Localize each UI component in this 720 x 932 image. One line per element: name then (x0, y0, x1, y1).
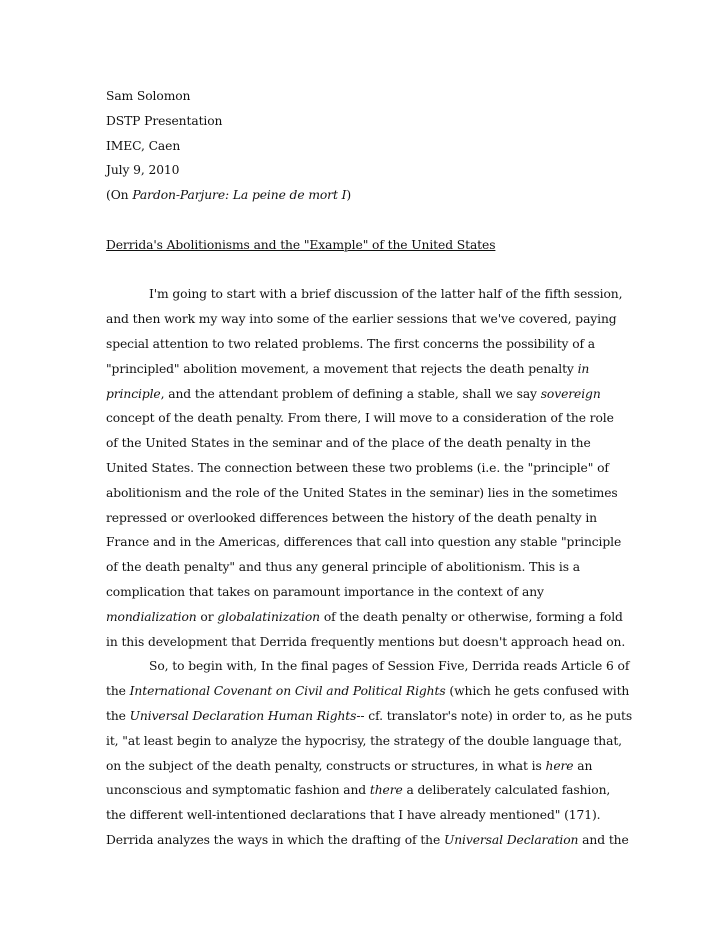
paragraph-line: special attention to two related problems. The first concerns the possibility of a (106, 336, 596, 351)
italic-text: International Covenant on Civil and Political Rights (129, 684, 446, 699)
line-text: an (573, 758, 593, 773)
line-text: of the death penalty or otherwise, forming a fold (320, 609, 623, 624)
paragraph-line: abolitionism and the role of the United States in the seminar) lies in the sometimes (106, 485, 618, 500)
paragraph-line: it, "at least begin to analyze the hypocrisy, the strategy of the double language that, (106, 733, 622, 748)
line-text: , and the attendant problem of defining a stable, shall we say (160, 386, 541, 401)
italic-text: there (369, 783, 403, 798)
paragraph-line (106, 679, 630, 704)
paragraph-line (106, 605, 623, 630)
paragraph-line (106, 357, 616, 382)
italic-text: here (545, 758, 574, 773)
paragraph-line: of the death penalty" and thus any general principle of abolitionism. This is a (106, 560, 581, 575)
subject-title: Pardon-Parjure: La peine de mort I (132, 188, 347, 203)
line-text: (which he gets confused with (445, 684, 630, 699)
italic-text: Universal Declaration (443, 832, 579, 847)
document-title: Derrida's Abolitionisms and the "Example" of the United States (106, 237, 496, 252)
line-text: on the subject of the death penalty, constructs or structures, in what is (106, 758, 546, 773)
date-line: July 9, 2010 (106, 163, 180, 178)
paragraph-line (106, 704, 633, 729)
line-text: the (106, 684, 130, 699)
line-text: a deliberately calculated fashion, (402, 783, 611, 798)
paragraph-line: and then work my way into some of the earlier sessions that we've covered, paying (106, 312, 617, 327)
italic-text: in (577, 361, 590, 376)
line-text: Derrida analyzes the ways in which the drafting of the (106, 832, 444, 847)
paragraph-line (106, 778, 616, 803)
line-text: and the (578, 832, 629, 847)
line-text: or (196, 609, 218, 624)
italic-text: globalatinization (217, 609, 321, 624)
italic-text: mondialization (106, 609, 197, 624)
subject-prefix: (On (106, 188, 133, 203)
line-text: "principled" abolition movement, a movement that rejects the death penalty (106, 361, 578, 376)
paragraph-line: in this development that Derrida frequently mentions but doesn't approach head on. (106, 634, 626, 649)
paragraph-line: France and in the Americas, differences that call into question any stable "principle (106, 535, 622, 550)
paragraph-line: the different well-intentioned declarations that I have already mentioned" (171). (106, 808, 601, 823)
italic-text: sovereign (540, 386, 601, 401)
venue-line: IMEC, Caen (106, 138, 181, 153)
paragraph-line: I'm going to start with a brief discussion of the latter half of the fifth session, (149, 287, 623, 302)
line-text: -- cf. translator's note) in order to, as he puts (356, 708, 633, 723)
subject-suffix: ) (346, 188, 352, 203)
document-body (106, 84, 633, 853)
spacer (106, 208, 616, 233)
paragraph-line: repressed or overlooked differences between the history of the death penalty in (106, 510, 597, 525)
italic-text: Universal Declaration Human Rights (129, 708, 357, 723)
paragraph-line: concept of the death penalty. From there, I will move to a consideration of the role (106, 411, 614, 426)
spacer (106, 258, 616, 283)
paragraph-line: complication that takes on paramount importance in the context of any (106, 584, 544, 599)
paragraph-line: So, to begin with, In the final pages of Session Five, Derrida reads Article 6 of (149, 659, 630, 674)
subject-line (106, 183, 616, 208)
program-line: DSTP Presentation (106, 113, 223, 128)
paragraph-line: United States. The connection between these two problems (i.e. the "principle" of (106, 460, 609, 475)
paragraph-line (106, 754, 616, 779)
paragraph-line (106, 828, 629, 853)
line-text: the (106, 708, 130, 723)
italic-text: principle (106, 386, 161, 401)
author-line: Sam Solomon (106, 89, 191, 103)
line-text: unconscious and symptomatic fashion and (106, 783, 370, 798)
paragraph-line (106, 382, 616, 407)
paragraph-line: of the United States in the seminar and of the place of the death penalty in the (106, 436, 591, 451)
